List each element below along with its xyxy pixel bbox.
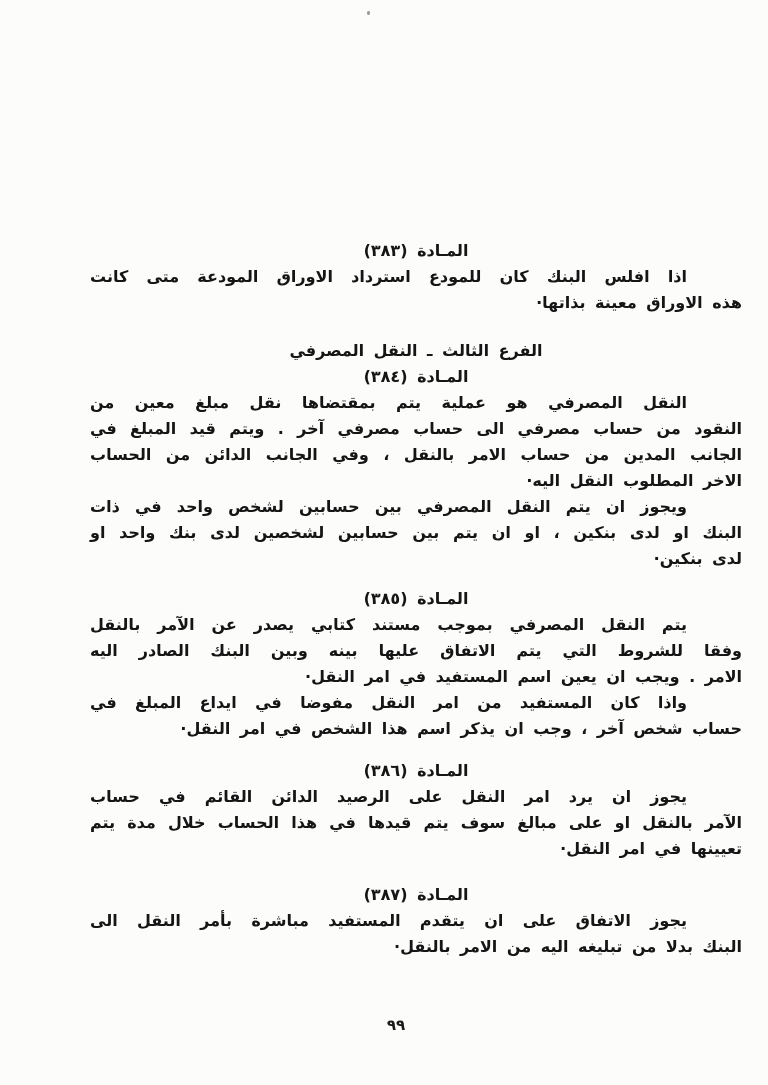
text-line: تعيينها في امر النقل· (560, 839, 742, 858)
text-line: الاخر المطلوب النقل اليه· (526, 471, 742, 490)
text-line: البنك بدلا من تبليغه اليه من الامر بالنقل· (394, 937, 742, 956)
article-384-paragraph-1 (90, 390, 742, 494)
page-number: ٩٩ (386, 1016, 406, 1034)
article-385 (90, 586, 742, 742)
article-383-title: المـادة (٣٨٣) (363, 241, 469, 260)
text-line: النقل المصرفي هو عملية يتم بمقتضاها نقل مبلغ معين من (90, 393, 687, 412)
text-line: لدى بنكين· (653, 549, 742, 568)
branch-three-section (90, 338, 742, 572)
article-385-paragraph-2 (90, 690, 742, 742)
article-386-title: المـادة (٣٨٦) (363, 761, 469, 780)
article-384-title: المـادة (٣٨٤) (363, 367, 469, 386)
text-line: يتم النقل المصرفي بموجب مستند كتابي يصدر عن الآمر بالنقل (90, 615, 687, 634)
text-line: حساب شخص آخر ، وجب ان يذكر اسم هذا الشخص في امر النقل· (180, 719, 742, 738)
text-line: هذه الاوراق معينة بذاتها· (536, 293, 742, 312)
text-line: البنك او لدى بنكين ، او ان يتم بين حسابين لشخصين لدى بنك واحد او (90, 523, 742, 542)
text-line: النقود من حساب مصرفي الى حساب مصرفي آخر . ويتم قيد المبلغ في (90, 419, 742, 438)
legal-text-block (90, 238, 742, 960)
branch-heading: الفرع الثالث ـ النقل المصرفي (289, 341, 543, 360)
article-385-paragraph-1 (90, 612, 742, 690)
text-line: الآمر بالنقل او على مبالغ سوف يتم قيدها في هذا الحساب خلال مدة يتم (90, 813, 742, 832)
article-383-paragraph-1 (90, 264, 742, 316)
article-385-title: المـادة (٣٨٥) (363, 589, 469, 608)
text-line: يجوز الاتفاق على ان يتقدم المستفيد مباشرة بأمر النقل الى (90, 911, 687, 930)
article-387-title: المـادة (٣٨٧) (363, 885, 469, 904)
text-line: يجوز ان يرد امر النقل على الرصيد الدائن القائم في حساب (90, 787, 687, 806)
article-387 (90, 882, 742, 960)
text-line: الامر . ويجب ان يعين اسم المستفيد في امر النقل· (305, 667, 742, 686)
text-line: اذا افلس البنك كان للمودع استرداد الاوراق المودعة متى كانت (90, 267, 687, 286)
text-line: واذا كان المستفيد من امر النقل مفوضا في ايداع المبلغ في (90, 693, 687, 712)
article-383 (90, 238, 742, 316)
article-387-paragraph-1 (90, 908, 742, 960)
scan-artifact-dot (367, 11, 370, 15)
text-line: ويجوز ان يتم النقل المصرفي بين حسابين لشخص واحد في ذات (90, 497, 687, 516)
text-line: الجانب المدين من حساب الامر بالنقل ، وفي الجانب الدائن من الحساب (90, 445, 742, 464)
article-386-paragraph-1 (90, 784, 742, 862)
text-line: وفقا للشروط التي يتم الاتفاق عليها بينه وبين البنك الصادر اليه (90, 641, 742, 660)
article-386 (90, 758, 742, 862)
article-384-paragraph-2 (90, 494, 742, 572)
